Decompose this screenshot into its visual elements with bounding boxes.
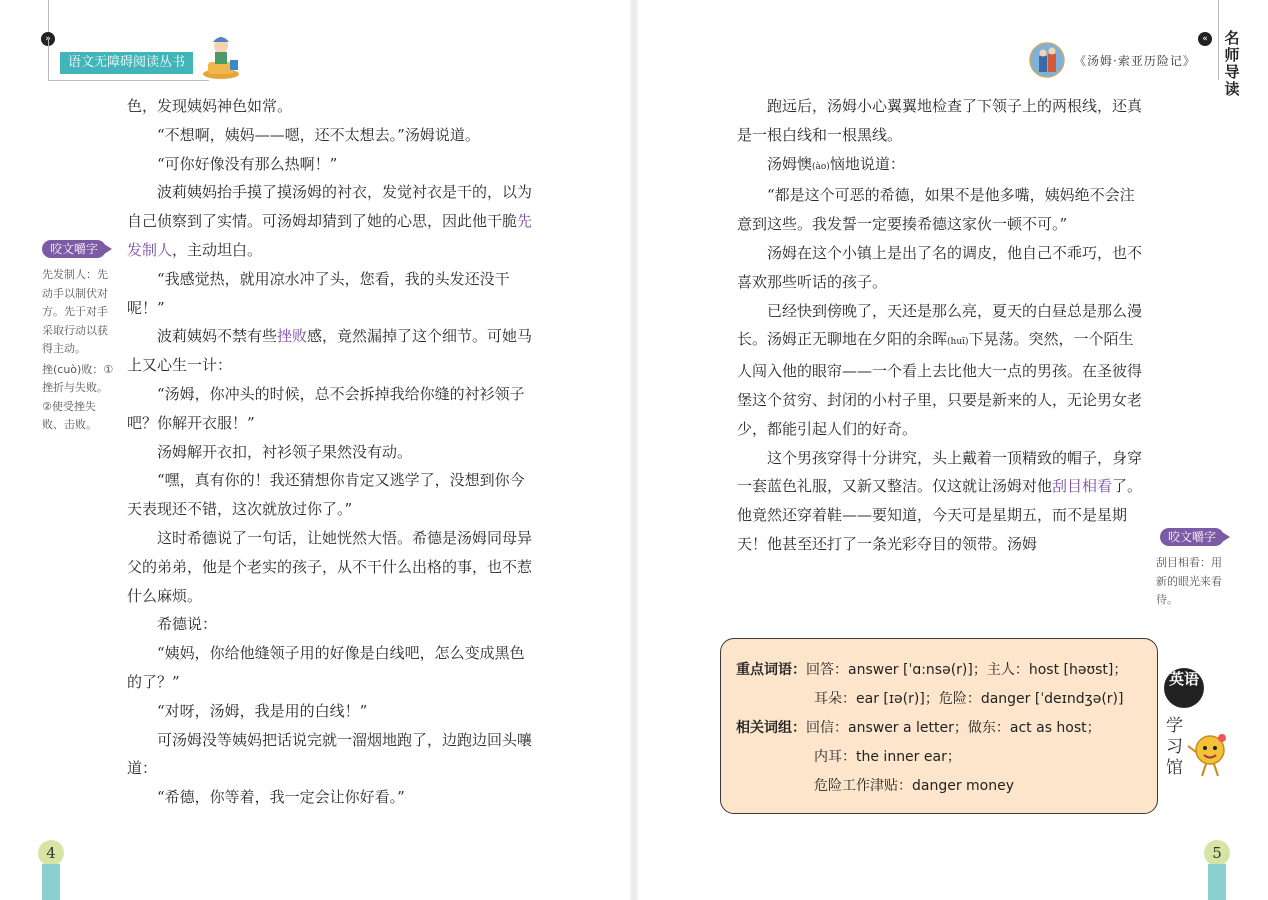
paragraph: “都是这个可恶的希德，如果不是他多嘴，姨妈绝不会注意到这些。我发誓一定要揍希德这家伙一顿不可。”: [737, 186, 1135, 234]
vocab-row: 危险工作津贴：danger money: [814, 778, 1015, 794]
book-cover-icon: [1029, 42, 1065, 78]
keyword-cuobai: 挫败: [277, 327, 308, 346]
pinyin-annotation: (huī): [947, 337, 969, 348]
english-section-label: 学习馆: [1166, 716, 1183, 778]
page-tab-bar: [42, 864, 60, 900]
paragraph-text: 下晃荡。突然，一个陌生人闯入他的眼帘——一个看上去比他大一点的男孩。在圣彼得堡这个贫穷、封闭的小村子里，只要是新来的人，无论男女老少，都能引起人们的好奇。: [737, 330, 1143, 438]
vocab-row: 耳朵：ear [ɪə(r)]；危险：danger [ˈdeɪndʒə(r)]: [814, 691, 1124, 707]
double-chevron-left-icon: «: [1198, 32, 1212, 46]
boy-illustration-icon: [200, 32, 242, 80]
paragraph: “不想啊，姨妈——嗯，还不太想去。”汤姆说道。: [157, 125, 480, 144]
paragraph: 可汤姆没等姨妈把话说完就一溜烟地跑了，边跑边回头嚷道：: [127, 730, 533, 778]
paragraph: [737, 150, 1145, 182]
book-title: 《汤姆·索亚历险记》: [1074, 54, 1196, 68]
paragraph: 这时希德说了一句话，让她恍然大悟。希德是汤姆同母异父的弟弟，他是个老实的孩子，从不干什么出格的事，也不惹什么麻烦。: [127, 528, 533, 605]
vocab-text: 回答：answer [ˈɑ:nsə(r)]；主人：host [həʊst]；: [806, 662, 1128, 678]
paragraph: 汤姆在这个小镇上是出了名的调皮，他自己不乖巧，也不喜欢那些听话的孩子。: [737, 243, 1143, 291]
paragraph: 汤姆解开衣扣，衬衫领子果然没有动。: [157, 442, 413, 461]
margin-note-tag: 咬文嚼字: [42, 240, 106, 258]
paragraph: “对呀，汤姆，我是用的白线！”: [157, 701, 368, 720]
vocab-row: 内耳：the inner ear；: [814, 749, 961, 765]
paragraph: “我感觉热，就用凉水冲了头，您看，我的头发还没干呢！”: [127, 269, 510, 317]
paragraph: [127, 322, 535, 380]
paragraph-text: 了。他竟然还穿着鞋——要知道，今天可是星期五，而不是星期天！他甚至还打了一条光彩夺目的领带。汤姆: [737, 477, 1143, 553]
paragraph: 色，发现姨妈神色如常。: [127, 97, 293, 115]
paragraph: [737, 444, 1145, 559]
paragraph: 跑远后，汤姆小心翼翼地检查了下领子上的两根线，还真是一根白线和一根黑线。: [737, 97, 1143, 144]
mascot-icon: [1184, 730, 1232, 780]
margin-notes: [42, 266, 114, 437]
paragraph-text: 波莉姨妈不禁有些: [157, 327, 278, 346]
page-number: 5: [1204, 840, 1230, 866]
page-tab-bar: [1208, 864, 1226, 900]
paragraph-text: 已经快到傍晚了，天还是那么亮，夏天的白昼总是那么漫长。汤姆正无聊地在夕阳的余晖: [737, 301, 1143, 349]
paragraph-text: ，主动坦白。: [172, 240, 263, 259]
right-page: [634, 0, 1268, 900]
paragraph: 希德说：: [157, 615, 218, 634]
left-body-text: [127, 92, 535, 812]
paragraph: “嘿，真有你的！我还猜想你肯定又逃学了，没想到你今天表现还不错，这次就放过你了。”: [127, 471, 525, 519]
vocab-label: 重点词语：: [736, 662, 806, 678]
pinyin-annotation: (ào): [812, 161, 830, 172]
keyword-guamuxiangkan: 刮目相看: [1052, 477, 1113, 496]
margin-note: 刮目相看：用新的眼光来看待。: [1156, 556, 1222, 606]
paragraph-text: 恼地说道：: [829, 154, 905, 173]
series-title: 语文无障碍阅读丛书: [60, 52, 193, 74]
note-entry: 挫(cuò)败：①挫折与失败。②使受挫失败、击败。: [42, 362, 114, 431]
paragraph-text: 感，竟然漏掉了这个细节。可她马上又心生一计：: [127, 327, 533, 375]
keyword-xianfazhiren: 先发制人: [127, 212, 533, 259]
section-label: 名师导读: [1224, 29, 1240, 98]
vocab-label: 相关词组：: [736, 720, 806, 736]
vocab-text: 回信：answer a letter；做东：act as host；: [806, 720, 1101, 736]
note-entry: 先发制人：先动手以制伏对方。先于对手采取行动以获得主动。: [42, 268, 108, 355]
right-body-text: [737, 92, 1145, 559]
english-badge: 英语: [1164, 668, 1204, 708]
page-number: 4: [38, 840, 64, 866]
header-rule: [1218, 0, 1219, 80]
paragraph-text: 波莉姨妈抬手摸了摸汤姆的衬衣，发觉衬衣是干的，以为自己侦察到了实情。可汤姆却猜到了她的心思，因此他干脆: [127, 183, 533, 231]
paragraph: [127, 178, 535, 264]
paragraph-text: 汤姆懊: [767, 154, 813, 173]
paragraph: “可你好像没有那么热啊！”: [157, 154, 338, 173]
paragraph: “姨妈，你给他缝领子用的好像是白线吧，怎么变成黑色的了？”: [127, 644, 525, 691]
paragraph-text: 这个男孩穿得十分讲究，头上戴着一顶精致的帽子，身穿一套蓝色礼服，又新又整洁。仅这就让汤姆对他: [737, 448, 1143, 496]
vocab-row: [736, 717, 1101, 737]
paragraph: “希德，你等着，我一定会让你好看。”: [157, 788, 405, 807]
vocab-row: [736, 659, 1127, 679]
double-chevron-icon: »: [41, 32, 55, 46]
paragraph: “汤姆，你冲头的时候，总不会拆掉我给你缝的衬衫领子吧？你解开衣服！”: [127, 384, 525, 432]
paragraph: [737, 297, 1145, 444]
margin-note-tag: 咬文嚼字: [1160, 528, 1224, 546]
